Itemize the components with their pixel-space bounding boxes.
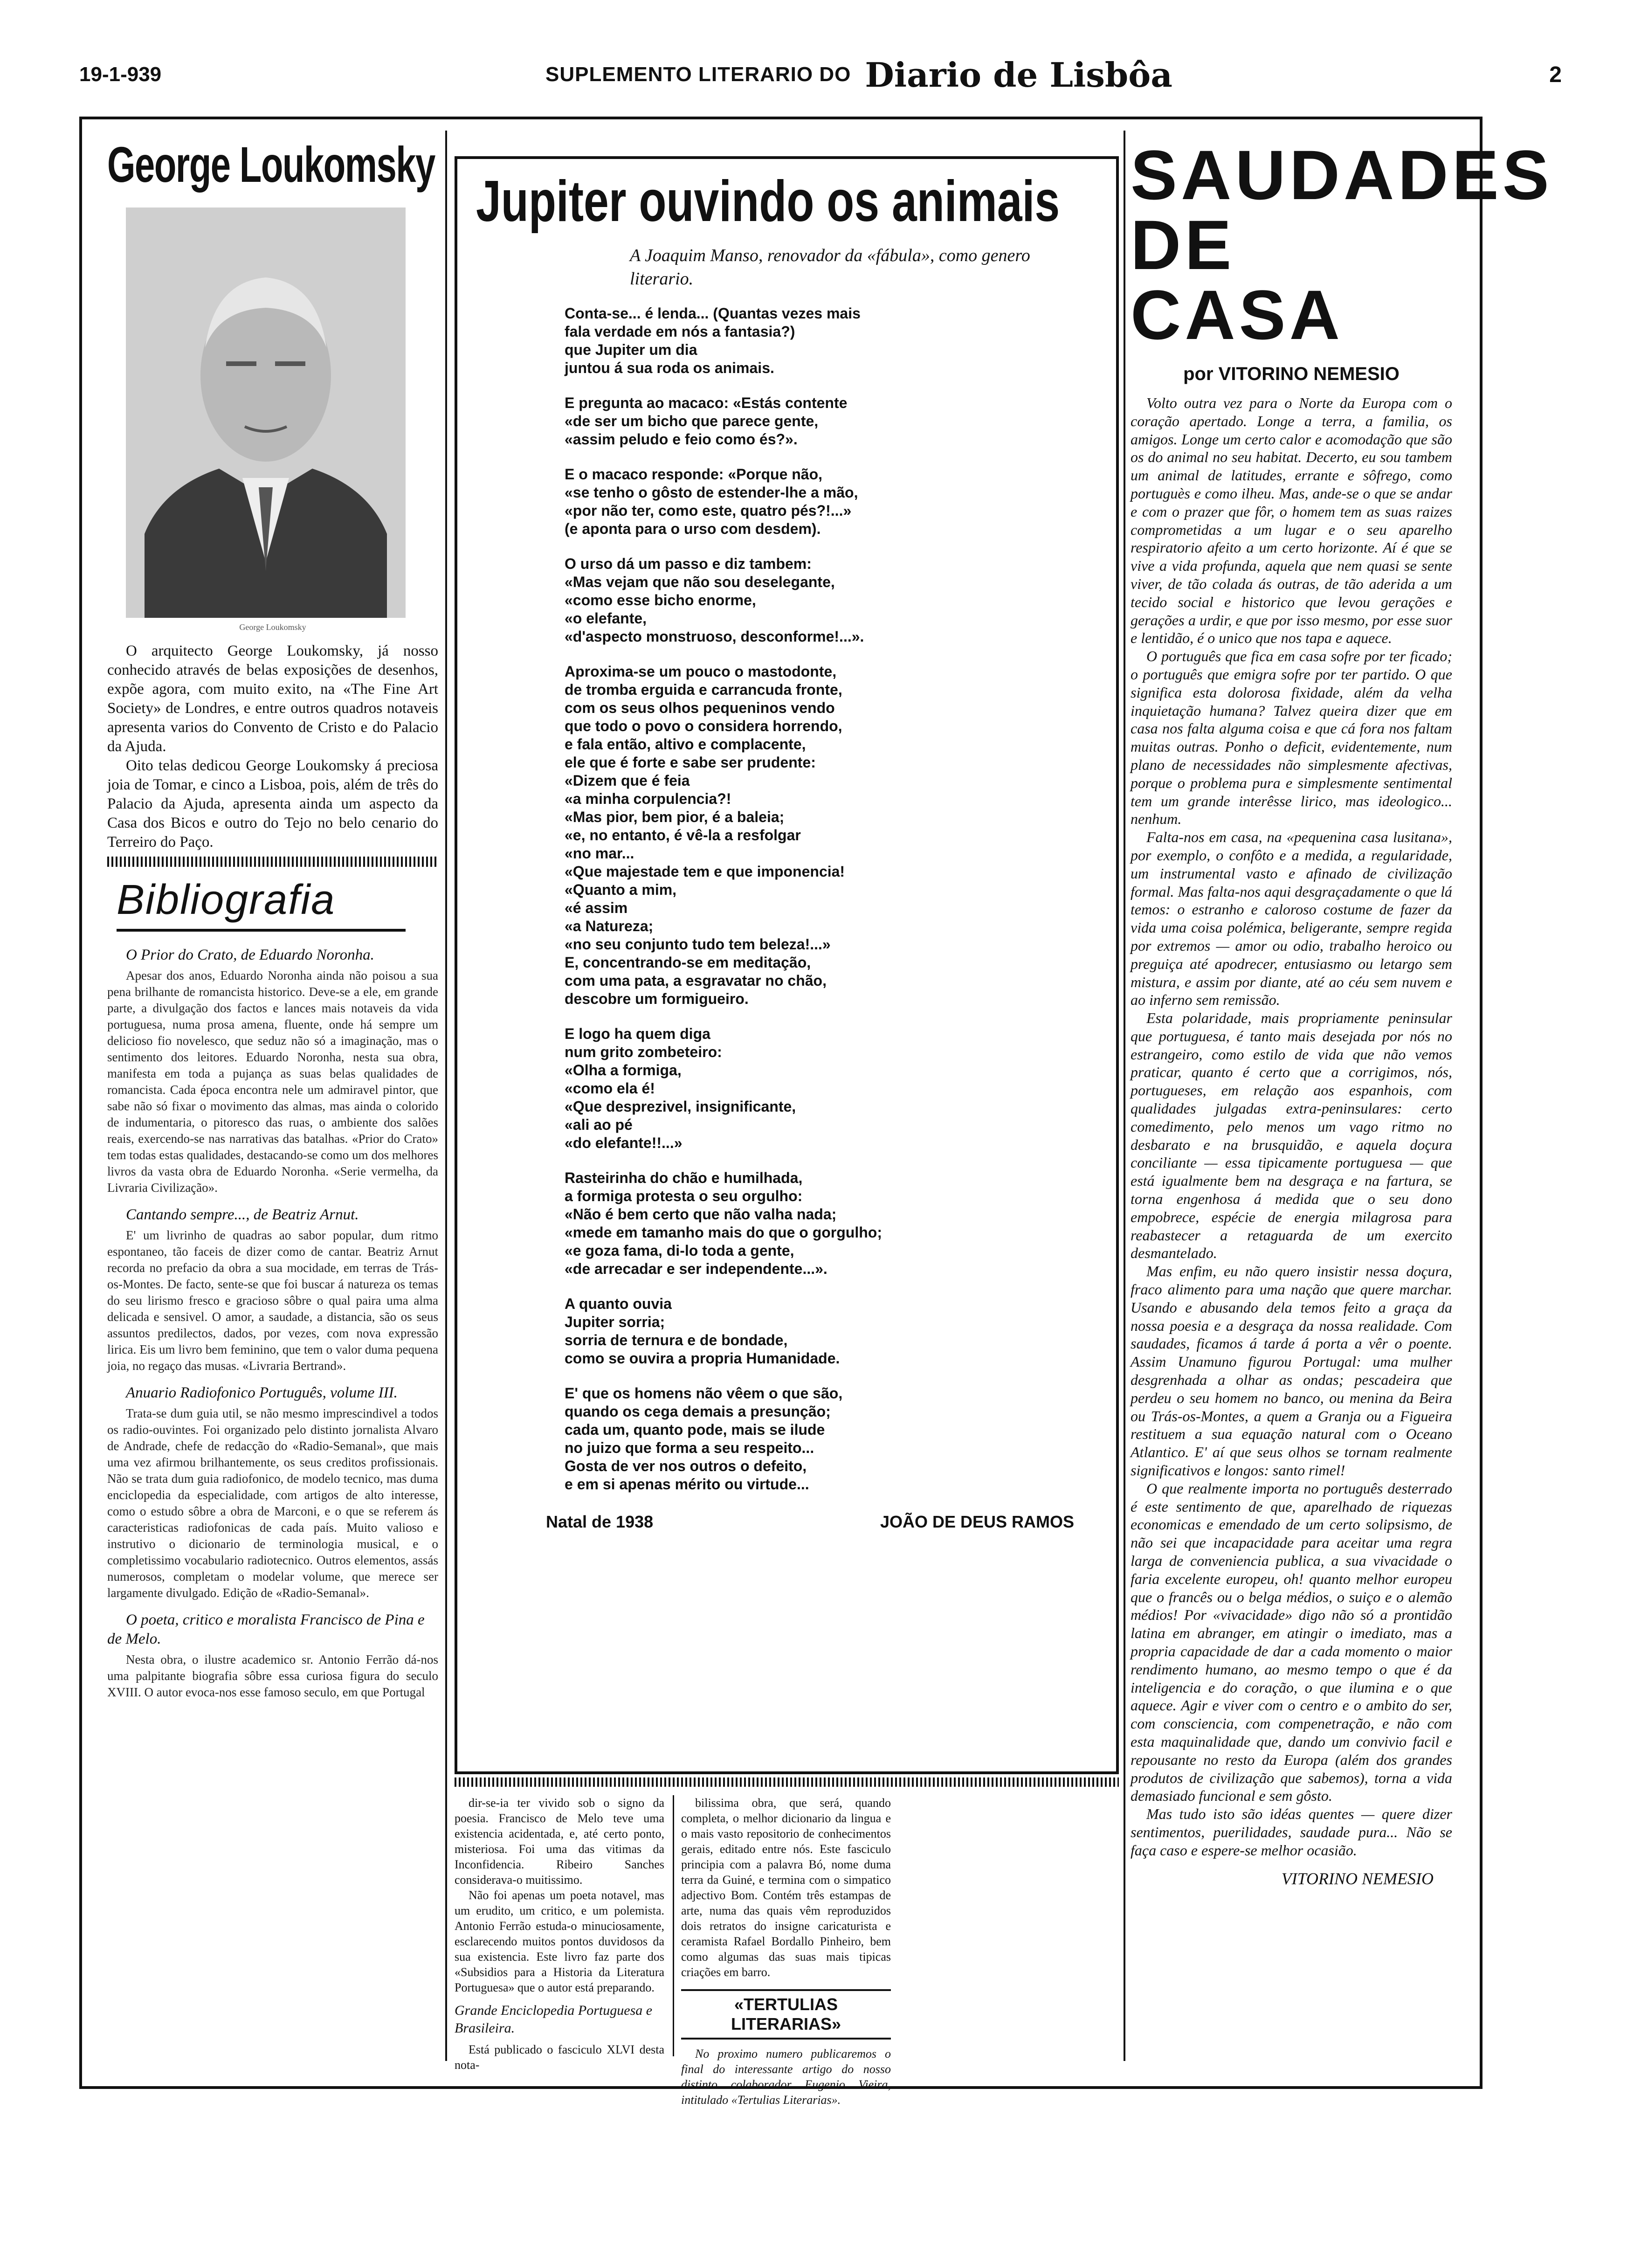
- book-title: Anuario Radiofonico Português, volume III.: [126, 1384, 398, 1401]
- supplement-label: SUPLEMENTO LITERARIO DO: [545, 63, 851, 86]
- book-title: O poeta, critico e moralista Francisco de Pina e de Melo.: [107, 1611, 425, 1647]
- essay-paragraph: Esta polaridade, mais propriamente peninsular que portuguesa, é tanto mais desejada por nós no estrangeiro, como estilo de vida que não vemos praticar, quanto é certo que a corrigimos, nós, portugueses, em relação aos espanhois, com qualidades julgadas extra-peninsulares: certo comedimento, pelo menos um vago ritmo no desbarato e na brusquidão, e aquela doçura conciliante — essa tipicamente portuguesa — que está igualmente bem na desgraça e na fartura, se torna engenhosa á medida que o seu dono empobrece, espécie de energia milagrosa para reabastecer a retaguarda de um exercito desmantelado.: [1131, 1010, 1452, 1262]
- essay-paragraph: Mas tudo isto são idéas quentes — quere dizer sentimentos, puerilidades, saudade pura... Não se faça caso e espere-se melhor ocasião.: [1131, 1805, 1452, 1859]
- poem-line: «no seu conjunto tudo tem beleza!...»: [565, 936, 831, 953]
- poem-body: [476, 304, 1097, 1494]
- masthead: Diario de Lisbôa: [865, 55, 1172, 95]
- poem-line: Jupiter sorria;: [565, 1314, 665, 1330]
- poem-line: «no mar...: [565, 845, 634, 862]
- poem-line: «Quanto a mim,: [565, 881, 677, 898]
- essay-paragraph: Volto outra vez para o Norte da Europa com o coração apertado. Longe a terra, a familia, os amigos. Longe um certo calor e acomodação que são os do animal no seu habitat. Decerto, eu sou tambem um animal de latitudes, errante e sôfrego, como portuguès e como ilheu. Mas, ande-se o que se andar e com o prazer que fôr, o homem tem as suas raizes comprometidas a um lugar e o seu aparelho respiratorio afeito a um certo horizonte. Aí é que se vive a vida profunda, aquela que nem quasi se sente viver, de tão colada ás outras, de tão aderida a um tecido social e historico que levou gerações e gerações a urdir, e que por isso mesmo, por esse suor e lentidão, é o unico que nos tapa e aquece.: [1131, 394, 1452, 647]
- poem-line: «Que majestade tem e que imponencia!: [565, 863, 845, 880]
- poem-stanza: [565, 465, 1097, 538]
- column-rule: [445, 131, 447, 2061]
- poem-line: E, concentrando-se em meditação,: [565, 954, 811, 971]
- poem-author: JOÃO DE DEUS RAMOS: [880, 1512, 1074, 1531]
- book-title: Cantando sempre..., de Beatriz Arnut.: [126, 1206, 359, 1223]
- essay-signature: VITORINO NEMESIO: [1281, 1869, 1434, 1888]
- essay-paragraph: O português que fica em casa sofre por ter ficado; o português que emigra sofre por ter partido. O que significa esta dolorosa fixidade, além da velha inquietação humana? Talvez queira dizer que em casa nos falta alguma coisa e que cá fora nos faltam muitas outras. Ponho o deficit, evidentemente, num plano de necessidades não simplesmente afectivas, porque o problema pura e simplesmente sentimental tem um grande interêsse lirico, mas ideologico... nenhum.: [1131, 648, 1452, 828]
- book-title: O Prior do Crato, de Eduardo Noronha.: [126, 947, 374, 963]
- portrait-photo: [126, 207, 406, 618]
- poem-line: sorria de ternura e de bondade,: [565, 1332, 788, 1348]
- portrait-caption: George Loukomsky: [239, 622, 306, 632]
- poem-line: Rasteirinha do chão e humilhada,: [565, 1169, 803, 1186]
- poem-line: E o macaco responde: «Porque não,: [565, 466, 823, 483]
- essay-paragraph: O que realmente importa no português desterrado é este sentimento de que, aparelhado de riquezas economicas e emendado de um certo solipsismo, de não sei que incapacidade para aceitar uma regra larga de conveniencia publica, a sua vivacidade o faria excelente europeu, oh! quanto melhor europeu que o francês ou o belga médios, o suiço e o alemão médios! Por «vivacidade» digo não só a prontidão latina em abranger, em atingir o imediato, mas a propria capacidade de dar a cada momento o maior rendimento humano, ao mesmo tempo o que é da inteligencia e do coração, o que ilumina e o que aquece. Agir e viver com o centro e o ambito do ser, com consciencia, com compenetração, e não com esta maquinalidade que, dando um convivio facil e repousante no resto da Europa (além dos grandes produtos de civilização que sabemos), torna a vida demasiado funcional e sem gôsto.: [1131, 1480, 1452, 1805]
- poem-line: «a minha corpulencia?!: [565, 790, 731, 807]
- poem-line: «como esse bicho enorme,: [565, 592, 756, 608]
- poem-line: «de ser um bicho que parece gente,: [565, 413, 819, 429]
- poem-line: «a Natureza;: [565, 918, 654, 934]
- continuation-text: dir-se-ia ter vivido sob o signo da poesia. Francisco de Melo teve uma existencia acidentada, e, até certo ponto, misteriosa. Foi uma das vitimas da Inconfidencia. Ribeiro Sanches considerava-o muitissimo.: [455, 1796, 664, 1887]
- poem-line: cada um, quanto pode, mais se ilude: [565, 1421, 825, 1438]
- poem-line: «o elefante,: [565, 610, 647, 627]
- poem-line: «é assim: [565, 899, 628, 916]
- poem-line: «ali ao pé: [565, 1116, 633, 1133]
- poem-line: Gosta de ver nos outros o defeito,: [565, 1458, 807, 1474]
- poem-stanza: [565, 1025, 1097, 1152]
- tertulias-heading: «TERTULIAS LITERARIAS»: [681, 1989, 891, 2040]
- essay-paragraph: Mas enfim, eu não quero insistir nessa doçura, fraco alimento para uma nação que quere marchar. Usando e abusando dela temos feito a graça da nossa poesia e a desgraça da nossa realidade. Com saudades, ficamos á tarde á porta a vêr o poente. Assim Unamuno figurou Portugal: uma mulher desgrenhada a olhar as ondas; pescadeira que perdeu o seu homem no banco, ou menina da Beira ou Trás-os-Montes, a quem a Granja ou a Figueira restituem a sua equação natural com o Oceano Atlantico. E' aí que seus olhos se tornam realmente significativos e longos: santo rimel!: [1131, 1263, 1452, 1479]
- page-header: [79, 51, 1590, 98]
- poem-line: descobre um formigueiro.: [565, 990, 749, 1007]
- continuation-area: [455, 1795, 1119, 2107]
- book-review: Trata-se dum guia util, se não mesmo imprescindivel a todos os radio-ouvintes. Foi organizado pelo distinto jornalista Alvaro de Andrade, chefe de redacção do «Radio-Semanal», que mais uma vez afirmou brilhantemente, os seus creditos profissionais. Não se trata dum guia radiofonico, de modelo tecnico, mas duma enciclopedia da especialidade, com artigos de alto interesse, como o estudo sôbre a obra de Marconi, e o que se referem ás caracteristicas radiofonicas de cada país. Muito valioso e instrutivo o dicionario de terminologia musical, e o completissimo vocabulario radiotecnico. Outros elementos, assás numerosos, completam o modelar volume, que merece ser largamente divulgado. Edição de «Radio-Semanal».: [107, 1406, 438, 1600]
- column-rule: [673, 1795, 674, 2056]
- essay-title-line2: DE CASA: [1131, 206, 1344, 354]
- poem-line: e em si apenas mérito ou virtude...: [565, 1476, 809, 1493]
- poem-line: «Dizem que é feia: [565, 772, 690, 789]
- continuation-text: Não foi apenas um poeta notavel, mas um erudito, um critico, e um polemista. Antonio Ferrão estuda-o minuciosamente, esclarecendo muitos pontos duvidosos da sua existencia. Este livro faz parte dos «Subsidios para a Historia da Literatura Portuguesa» que o autor está preparando.: [455, 1888, 664, 1994]
- poem-line: «e, no entanto, é vê-la a resfolgar: [565, 827, 801, 844]
- poem-line: «mede em tamanho mais do que o gorgulho;: [565, 1224, 882, 1241]
- issue-date: 19-1-939: [79, 63, 162, 86]
- loukomsky-paragraph: O arquitecto George Loukomsky, já nosso conhecido através de belas exposições de desenhos, expõe agora, com muito exito, na «The Fine Art Society» de Londres, e entre outros quadros notaveis apresenta varios do Convento de Cristo e do Palacio da Ajuda.: [107, 643, 438, 755]
- poem-line: «Não é bem certo que não valha nada;: [565, 1206, 837, 1223]
- poem-line: «Mas pior, bem pior, é a baleia;: [565, 809, 785, 825]
- poem-line: de tromba erguida e carrancuda fronte,: [565, 681, 842, 698]
- poem-line: Conta-se... é lenda... (Quantas vezes mais: [565, 305, 861, 322]
- poem-line: Aproxima-se um pouco o mastodonte,: [565, 663, 837, 680]
- poem-stanza: [565, 1295, 1097, 1368]
- poem-line: que Jupiter um dia: [565, 341, 697, 358]
- poem-line: «Que desprezivel, insignificante,: [565, 1098, 796, 1115]
- poem-dedication: A Joaquim Manso, renovador da «fábula», como genero literario.: [630, 246, 1030, 289]
- essay-paragraph: Falta-nos em casa, na «pequenina casa lusitana», por exemplo, o confôto e a medida, a regularidade, um instrumental vasto e afinado de civilização formal. Mas falta-nos aqui desgraçadamente o que lá temos: o estranho e caloroso costume de fazer da vida uma coisa polémica, beligerante, sempre regida por extremos — amor ou odio, trabalho heroico ou preguiça até apodrecer, entusiasmo ou letargo sem mistura, e assim por diante, até ao céu sem nuvem e ao inferno sem remissão.: [1131, 829, 1452, 1009]
- poem-box: [455, 156, 1119, 1774]
- poem-line: O urso dá um passo e diz tambem:: [565, 555, 812, 572]
- poem-stanza: [565, 394, 1097, 449]
- poem-footer: [546, 1512, 1074, 1532]
- poem-stanza: [565, 555, 1097, 646]
- bibliography-heading: Bibliografia: [117, 877, 336, 923]
- poem-line: «assim peludo e feio como és?».: [565, 431, 798, 448]
- hatched-divider: [107, 857, 438, 867]
- poem-title: Jupiter ouvindo os animais: [476, 169, 1060, 234]
- hatched-divider: [455, 1777, 1119, 1787]
- poem-line: «e goza fama, di-lo toda a gente,: [565, 1242, 794, 1259]
- continuation-text: Está publicado o fasciculo XLVI desta nota-: [455, 2043, 664, 2072]
- poem-line: que todo o povo o considera horrendo,: [565, 718, 842, 734]
- poem-line: «Mas vejam que não sou deselegante,: [565, 574, 835, 590]
- poem-line: num grito zombeteiro:: [565, 1044, 722, 1060]
- poem-line: com os seus olhos pequeninos vendo: [565, 699, 835, 716]
- poem-line: a formiga protesta o seu orgulho:: [565, 1188, 803, 1204]
- poem-line: «Olha a formiga,: [565, 1062, 682, 1079]
- poem-line: ele que é forte e sabe ser prudente:: [565, 754, 816, 771]
- poem-stanza: [565, 304, 1097, 377]
- continuation-col-a: [455, 1795, 664, 2072]
- poem-line: como se ouvira a propria Humanidade.: [565, 1350, 840, 1367]
- poem-line: «como ela é!: [565, 1080, 655, 1097]
- book-title: Grande Enciclopedia Portuguesa e Brasileira.: [455, 2003, 653, 2036]
- page-number: 2: [1549, 62, 1562, 87]
- poem-stanza: [565, 1169, 1097, 1278]
- poem-line: «do elefante!!...»: [565, 1134, 683, 1151]
- poem-place-date: Natal de 1938: [546, 1512, 654, 1531]
- left-column: [107, 126, 438, 2061]
- loukomsky-paragraph: Oito telas dedicou George Loukomsky á preciosa joia de Tomar, e cinco a Lisboa, pois, além de três do Palacio da Ajuda, apresenta ainda um aspecto da Casa dos Bicos e outro do Tejo no belo cenario do Terreiro do Paço.: [107, 757, 438, 850]
- poem-line: E logo ha quem diga: [565, 1025, 710, 1042]
- poem-stanza: [565, 1384, 1097, 1494]
- masthead-group: [545, 51, 1172, 98]
- loukomsky-headline: George Loukomsky: [107, 136, 435, 193]
- continuation-text: bilissima obra, que será, quando completa, o melhor dicionario da lingua e o mais vasto repositorio de conhecimentos gerais, editado entre nós. Este fasciculo principia com a palavra Bó, nome duma terra da Guiné, e termina com o simpatico adjectivo Bom. Contém três estampas de arte, numa das quais vêm reproduzidos dois retratos do insigne caricaturista e ceramista Rafael Bordallo Pinheiro, bem como algumas das suas mais tipicas criações em barro.: [681, 1796, 891, 1979]
- poem-line: E' que os homens não vêem o que são,: [565, 1385, 843, 1402]
- poem-line: no juizo que forma a seu respeito...: [565, 1439, 814, 1456]
- poem-line: «por não ter, como este, quatro pés?!...»: [565, 502, 852, 519]
- poem-line: «se tenho o gôsto de estender-lhe a mão,: [565, 484, 858, 501]
- poem-line: A quanto ouvia: [565, 1295, 672, 1312]
- poem-line: quando os cega demais a presunção;: [565, 1403, 831, 1420]
- book-review: E' um livrinho de quadras ao sabor popular, dum ritmo espontaneo, tão faceis de dizer como de cantar. Beatriz Arnut recorda no prefacio da obra a sua mocidade, em terras de Trás-os-Montes. De facto, sente-se que foi buscar á natureza os temas do seu lirismo fresco e gracioso sôbre o qual paira uma alma delicada e sensivel. O amor, a saudade, a distancia, são os seus assuntos predilectos, dados, por vezes, com nova expressão lirica. Eis um livro bem feminino, que tem o valor duma pequena joia, no regaço das musas. «Livraria Bertrand».: [107, 1228, 438, 1373]
- continuation-col-b: [681, 1795, 891, 2107]
- poem-line: juntou á sua roda os animais.: [565, 360, 774, 376]
- poem-line: «d'aspecto monstruoso, desconforme!...».: [565, 628, 864, 645]
- poem-line: «de arrecadar e ser independente...».: [565, 1260, 827, 1277]
- essay-byline: por VITORINO NEMESIO: [1183, 364, 1400, 384]
- portrait-figure-icon: [126, 207, 406, 618]
- poem-line: e fala então, altivo e complacente,: [565, 736, 806, 753]
- poem-line: E pregunta ao macaco: «Estás contente: [565, 394, 848, 411]
- poem-line: com uma pata, a esgravatar no chão,: [565, 972, 827, 989]
- poem-stanza: [565, 663, 1097, 1008]
- heading-underline: [117, 929, 406, 932]
- tertulias-note: No proximo numero publicaremos o final do interessante artigo do nosso distinto colaborador Eugenio Vieira, intitulado «Tertulias Literarias».: [681, 2047, 891, 2107]
- poem-line: fala verdade em nós a fantasia?): [565, 323, 795, 340]
- book-review: Apesar dos anos, Eduardo Noronha ainda não poisou a sua pena brilhante de romancista historico. Deve-se a ele, em grande parte, a divulgação dos factos e lances mais notaveis da vida portuguesa, numa prosa amena, fluente, onde há sempre um delicioso fio novelesco, que seduz não só a imaginação, mas o sentimento dos leitores. Eduardo Noronha, nesta sua obra, manifesta em toda a pujança as suas belas qualidades de romancista. Cada época encontra nele um admiravel pintor, que sabe não só fixar o movimento das almas, mas ainda o colorido de indumentaria, o pitoresco das ruas, o ambiente dos salões reais, exercendo-se nas narrativas das batalhas. «Prior do Crato» tem todas estas qualidades, destacando-se como um dos melhores livros da vasta obra de Eduardo Noronha. «Serie vermelha, da Livraria Civilização».: [107, 968, 438, 1195]
- column-rule: [1124, 131, 1125, 2061]
- right-column: [1131, 136, 1553, 2066]
- book-review: Nesta obra, o ilustre academico sr. Antonio Ferrão dá-nos uma palpitante biografia sôbre essa curiosa figura do seculo XVIII. O autor evoca-nos esse famoso seculo, em que Portugal: [107, 1653, 438, 1699]
- poem-line: (e aponta para o urso com desdem).: [565, 520, 821, 537]
- essay-title-line1: SAUDADES: [1131, 136, 1553, 214]
